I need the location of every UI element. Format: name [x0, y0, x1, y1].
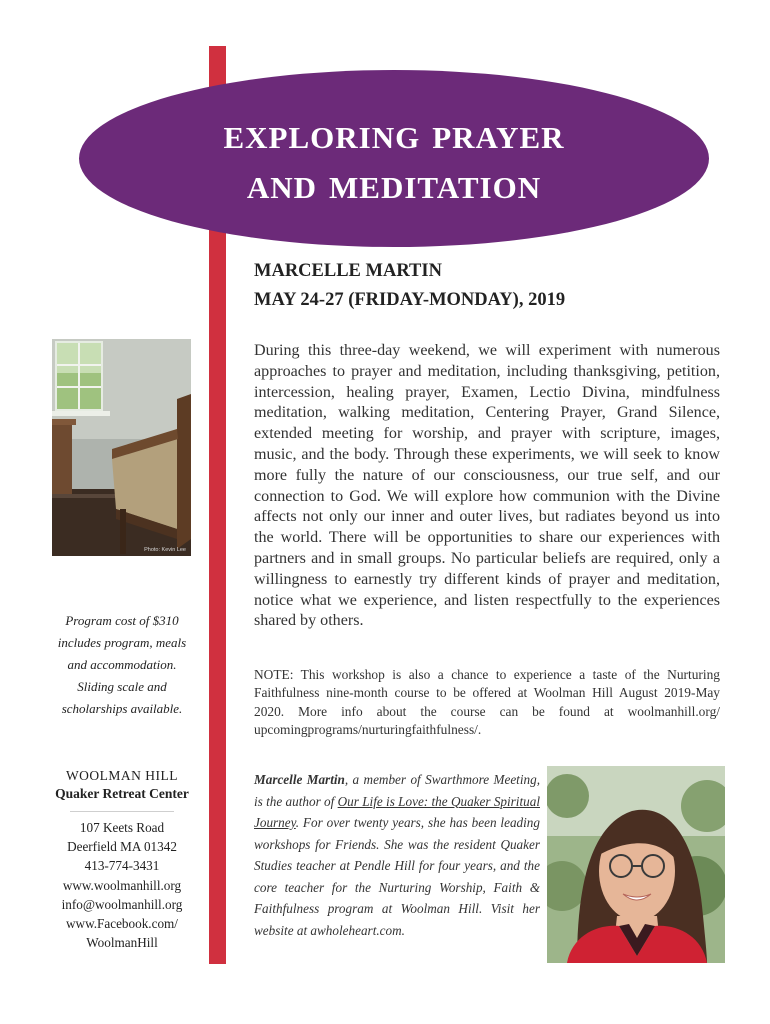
photo-credit: Photo: Kevin Lee	[144, 547, 186, 553]
bio-name: Marcelle Martin	[254, 772, 345, 787]
course-link[interactable]: woolmanhill.org/ upcomingprograms/nurturingfaithfulness/	[254, 703, 720, 738]
cost-line-3: and accommodation.	[67, 657, 177, 672]
course-note	[254, 666, 720, 740]
bio-book-title: Our Life is Love: the Quaker Spiritual Journey	[254, 793, 540, 830]
org-city: Deerfield MA 01342	[67, 839, 177, 855]
title-banner	[79, 70, 709, 247]
title-line-2: and meditation	[246, 158, 542, 208]
cost-line-2: includes program, meals	[57, 635, 187, 650]
org-divider	[70, 811, 174, 812]
pew-photo-image	[52, 339, 191, 556]
bio-part-2: . For over twenty years, she has been leading workshops for Friends. She was the resident Quaker Studies teacher at Pendle Hill for four years, and the core teacher for the Nurturing Worship, Faith & Faithfulness program at Woolman Hill. Visit her website at	[254, 815, 540, 938]
cost-line-1: Program cost of $310	[65, 613, 179, 628]
speaker-portrait	[547, 766, 725, 963]
org-address: 107 Keets Road	[79, 820, 165, 835]
cost-line-4: Sliding scale and	[77, 679, 167, 694]
bio-part-1: , a member of Swarthmore Meeting, is the author of	[254, 772, 540, 809]
speaker-bio	[254, 769, 540, 941]
org-subtitle: Quaker Retreat Center	[55, 786, 189, 801]
workshop-description: During this three-day weekend, we will experiment with numerous approaches to prayer and meditation, including thanksgiving, petition, intercession, healing prayer, Examen, Lectio Divina, mindfulness meditation, walking meditation, Centering Prayer, Grand Silence, extended meeting for worship, and prayer with scripture, images, music, and the body. Through these experiments, we will seek to know more fully the nature of our consciousness, our true self, and our connection to God. We will explore how communion with the Divine affects not only our inner and outer lives, but radiates beyond us into the world. There will be opportunities to share our experiences with partners and in small groups. No particular beliefs are required, only a willingness to earnestly try different kinds of prayer and meditation, notice what we experience, and listen respectfully to the experiences shared by others.	[254, 342, 720, 630]
meeting-house-pew-photo	[52, 339, 191, 556]
speaker-name: MARCELLE MARTIN	[254, 261, 442, 281]
speaker-portrait-image	[547, 766, 725, 963]
note-end: .	[477, 722, 482, 738]
org-facebook-link-2[interactable]: WoolmanHill	[86, 935, 158, 951]
org-phone: 413-774-3431	[84, 858, 160, 874]
event-dates: MAY 24-27 (FRIDAY-MONDAY), 2019	[254, 290, 566, 310]
program-cost	[52, 610, 192, 720]
note-text: NOTE: This workshop is also a chance to experience a taste of the Nurturing Faithfulness nine-month course to be offered at Woolman Hill August 2019-May 2020. More info about the course can be found at	[254, 667, 720, 719]
org-email-link[interactable]: info@woolmanhill.org	[61, 896, 183, 912]
title-line-1: exploring prayer	[223, 108, 565, 158]
bio-website-link[interactable]: awholeheart.com	[310, 922, 402, 938]
cost-line-5: scholarships available.	[61, 701, 183, 716]
org-facebook-link-1[interactable]: www.Facebook.com/	[66, 916, 178, 932]
org-website-link[interactable]: www.woolmanhill.org	[62, 877, 182, 893]
bio-end: .	[401, 922, 405, 938]
organization-contact	[42, 767, 202, 952]
org-name: WOOLMAN HILL	[65, 768, 179, 783]
